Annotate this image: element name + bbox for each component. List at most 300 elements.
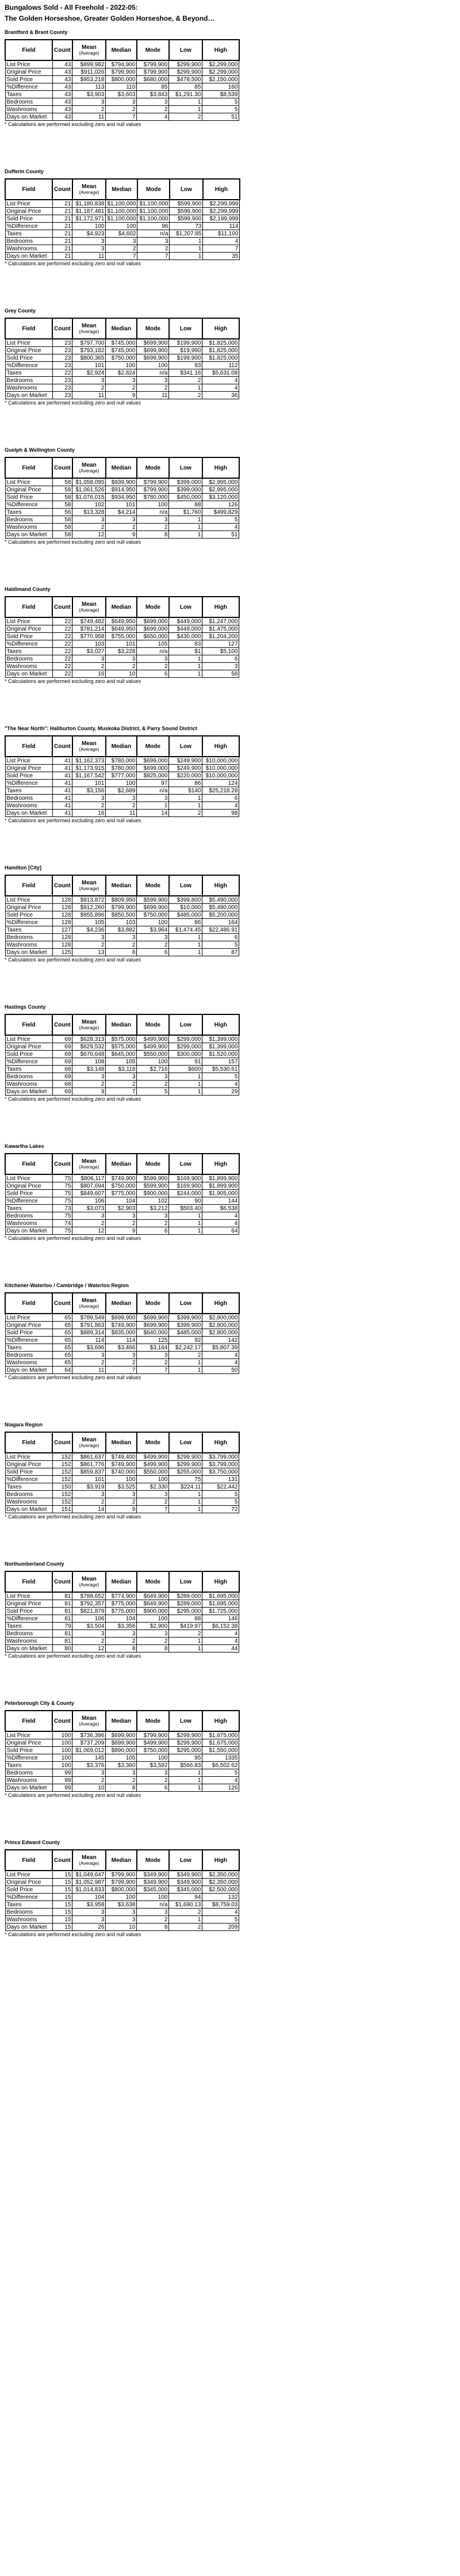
header-mode: [137, 1432, 169, 1453]
table-row: [5, 1367, 239, 1374]
value-cell: $485,000: [169, 1329, 202, 1337]
value-cell: $699,900: [106, 1739, 137, 1747]
value-cell: 8: [137, 1924, 169, 1931]
value-cell: $5,490,000: [202, 904, 239, 911]
header-mode: [137, 1014, 169, 1035]
value-cell: 15: [52, 1879, 72, 1886]
value-cell: 86: [169, 780, 202, 787]
value-cell: $1,100,000: [106, 200, 137, 208]
table-row: [5, 377, 239, 384]
field-name-cell: List Price: [5, 1035, 52, 1043]
section-title: Niagara Region: [5, 1422, 43, 1428]
field-name-cell: Bedrooms: [5, 795, 52, 802]
field-name-cell: List Price: [5, 1871, 52, 1879]
value-cell: 101: [106, 501, 137, 509]
value-cell: $1: [169, 648, 202, 655]
value-cell: $299,900: [169, 60, 202, 68]
value-cell: 105: [106, 1754, 137, 1762]
value-cell: $794,900: [106, 60, 137, 68]
header-median: [106, 1711, 137, 1731]
value-cell: $4,602: [106, 230, 137, 238]
field-name-cell: %Difference: [5, 1337, 52, 1344]
field-name-cell: Taxes: [5, 509, 52, 516]
value-cell: 3: [72, 1909, 106, 1916]
value-cell: $22,442: [202, 1483, 239, 1491]
field-name-cell: Taxes: [5, 787, 52, 795]
header-median: [106, 597, 137, 617]
value-cell: 1: [137, 802, 169, 810]
value-cell: $650,000: [137, 633, 169, 640]
section-title: Northumberland County: [5, 1561, 64, 1567]
value-cell: $566.83: [169, 1762, 202, 1769]
value-cell: $649,950: [106, 617, 137, 625]
value-cell: $349,900: [137, 1879, 169, 1886]
stats-table: [5, 318, 240, 399]
value-cell: 100: [72, 223, 106, 230]
table-row: [5, 1227, 239, 1235]
header-mode: [137, 736, 169, 757]
value-cell: $499,900: [137, 1043, 169, 1051]
region-section: [5, 1699, 455, 1838]
header-count-label: Count: [54, 1300, 71, 1307]
value-cell: 41: [52, 810, 72, 817]
value-cell: 95: [169, 1754, 202, 1762]
section-title: Grey County: [5, 308, 36, 314]
value-cell: $699,900: [106, 1314, 137, 1322]
value-cell: 152: [52, 1461, 72, 1468]
value-cell: $1,058,095: [72, 478, 106, 486]
region-section: [5, 1281, 455, 1421]
header-high: [202, 1293, 239, 1314]
field-name-cell: List Price: [5, 896, 52, 904]
header-high-label: High: [214, 1161, 227, 1167]
header-field: [5, 318, 52, 339]
field-name-cell: Sold Price: [5, 1886, 52, 1894]
header-count-label: Count: [54, 186, 71, 193]
value-cell: 8: [106, 1645, 137, 1653]
header-field-label: Field: [22, 186, 36, 193]
field-name-cell: Taxes: [5, 1623, 52, 1630]
footnote: * Calculations are performed excluding zero and null values: [5, 957, 141, 963]
value-cell: 2: [106, 1359, 137, 1367]
region-section: [5, 1421, 455, 1560]
table-row: [5, 1871, 239, 1879]
value-cell: 100: [52, 1747, 72, 1754]
table-row: [5, 384, 239, 392]
field-name-cell: %Difference: [5, 780, 52, 787]
header-count-label: Count: [54, 1021, 71, 1028]
value-cell: n/a: [137, 369, 169, 377]
value-cell: $224.11: [169, 1483, 202, 1491]
value-cell: $800,000: [106, 1886, 137, 1894]
table-row: [5, 1220, 239, 1227]
value-cell: $599,900: [170, 208, 203, 215]
value-cell: 2: [72, 1498, 106, 1506]
header-row: [5, 597, 239, 617]
value-cell: $2,299,999: [203, 200, 240, 208]
header-mean-sublabel: (Average): [79, 1582, 99, 1587]
field-name-cell: Bedrooms: [5, 655, 52, 663]
value-cell: $680,000: [137, 76, 169, 83]
value-cell: 1: [169, 1073, 202, 1081]
stats-table: [5, 1710, 240, 1792]
header-mean: [72, 1711, 106, 1731]
field-name-cell: Taxes: [5, 369, 52, 377]
table-row: [5, 1762, 239, 1769]
value-cell: 2: [106, 106, 137, 113]
value-cell: $749,400: [106, 1453, 137, 1461]
value-cell: $10,000,000: [202, 765, 239, 772]
header-median: [106, 1154, 137, 1174]
value-cell: 4: [202, 1220, 239, 1227]
field-name-cell: Washrooms: [5, 106, 52, 113]
stats-table: [5, 1432, 240, 1513]
value-cell: 3: [137, 377, 169, 384]
value-cell: $792,357: [72, 1600, 106, 1608]
value-cell: 3: [106, 795, 137, 802]
value-cell: 1: [169, 1916, 202, 1924]
value-cell: 3: [137, 1491, 169, 1498]
header-row: [5, 40, 239, 60]
section-title: Haldimand County: [5, 586, 51, 592]
field-name-cell: %Difference: [5, 1476, 52, 1483]
field-name-cell: Days on Market: [5, 949, 52, 956]
value-cell: 5: [137, 1088, 169, 1096]
header-low: [169, 1850, 202, 1871]
value-cell: 23: [52, 347, 72, 354]
value-cell: 23: [52, 362, 72, 369]
value-cell: $300,000: [169, 1051, 202, 1058]
header-row: [5, 1850, 239, 1871]
value-cell: 3: [106, 377, 137, 384]
value-cell: 113: [72, 83, 106, 91]
field-name-cell: Sold Price: [5, 215, 52, 223]
value-cell: 152: [52, 1491, 72, 1498]
value-cell: 3: [137, 1630, 169, 1638]
table-row: [5, 1058, 239, 1066]
value-cell: $1,069,012: [72, 1747, 106, 1754]
header-high: [202, 597, 239, 617]
header-mean-label: Mean: [82, 1297, 97, 1304]
value-cell: 21: [52, 245, 72, 253]
value-cell: $780,000: [106, 765, 137, 772]
value-cell: 23: [52, 384, 72, 392]
value-cell: 15: [52, 1924, 72, 1931]
field-name-cell: Original Price: [5, 1182, 52, 1190]
field-name-cell: List Price: [5, 617, 52, 625]
header-high: [202, 736, 239, 757]
value-cell: 43: [52, 76, 72, 83]
value-cell: 1: [169, 663, 202, 670]
value-cell: $449,000: [169, 625, 202, 633]
header-median-label: Median: [111, 1718, 132, 1724]
value-cell: 4: [203, 238, 240, 245]
value-cell: $799,900: [137, 478, 169, 486]
table-row: [5, 1506, 239, 1513]
value-cell: $3,750,000: [202, 1468, 239, 1476]
value-cell: 100: [137, 1058, 169, 1066]
table-row: [5, 1638, 239, 1645]
value-cell: 50: [202, 1367, 239, 1374]
value-cell: 6: [202, 655, 239, 663]
value-cell: 5: [202, 1498, 239, 1506]
value-cell: 3: [72, 1491, 106, 1498]
value-cell: 4: [202, 1638, 239, 1645]
table-row: [5, 1476, 239, 1483]
value-cell: $750,000: [106, 354, 137, 362]
header-mean-label: Mean: [82, 1158, 97, 1165]
table-row: [5, 1608, 239, 1615]
header-mean-label: Mean: [82, 1854, 97, 1861]
field-name-cell: Days on Market: [5, 1367, 52, 1374]
value-cell: 58: [52, 501, 72, 509]
field-name-cell: Bedrooms: [5, 1630, 52, 1638]
value-cell: n/a: [137, 509, 169, 516]
value-cell: $1,399,000: [202, 1035, 239, 1043]
value-cell: $3,148: [72, 1066, 106, 1073]
header-row: [5, 1014, 239, 1035]
value-cell: 4: [202, 1359, 239, 1367]
value-cell: $789,549: [72, 1314, 106, 1322]
field-name-cell: Original Price: [5, 904, 52, 911]
value-cell: 75: [52, 1190, 72, 1197]
value-cell: 98: [202, 810, 239, 817]
value-cell: 5: [202, 1769, 239, 1777]
field-name-cell: Bedrooms: [5, 1769, 52, 1777]
field-name-cell: Bedrooms: [5, 516, 52, 524]
value-cell: $199,900: [169, 354, 202, 362]
value-cell: 22: [52, 663, 72, 670]
value-cell: 11: [106, 810, 137, 817]
value-cell: 106: [72, 1197, 106, 1205]
value-cell: 8: [106, 949, 137, 956]
value-cell: $799,900: [137, 486, 169, 494]
value-cell: $2,824: [106, 369, 137, 377]
table-row: [5, 1916, 239, 1924]
stats-table: [5, 457, 240, 539]
value-cell: 58: [52, 478, 72, 486]
value-cell: 14: [137, 810, 169, 817]
value-cell: $600: [169, 1066, 202, 1073]
field-name-cell: Original Price: [5, 765, 52, 772]
value-cell: $3,919: [72, 1483, 106, 1491]
header-field: [5, 40, 52, 60]
value-cell: 4: [202, 1081, 239, 1088]
value-cell: 100: [137, 1894, 169, 1901]
value-cell: 93: [169, 362, 202, 369]
table-row: [5, 68, 239, 76]
stats-table: [5, 596, 240, 678]
header-low: [169, 736, 202, 757]
header-high-label: High: [214, 47, 227, 54]
value-cell: 2: [169, 377, 202, 384]
value-cell: $430,000: [169, 633, 202, 640]
header-row: [5, 318, 239, 339]
value-cell: 2: [137, 1081, 169, 1088]
value-cell: 100: [137, 1754, 169, 1762]
value-cell: 128: [52, 934, 72, 941]
report-subtitle: The Golden Horseshoe, Greater Golden Horseshoe, & Beyond…: [5, 14, 215, 22]
header-mean: [72, 179, 106, 200]
header-mode: [137, 40, 169, 60]
table-row: [5, 83, 239, 91]
header-high: [202, 40, 239, 60]
value-cell: $825,000: [137, 772, 169, 780]
table-row: [5, 1754, 239, 1762]
section-title: Hastings County: [5, 1004, 46, 1010]
header-mean-sublabel: (Average): [79, 468, 99, 474]
value-cell: $699,900: [106, 1731, 137, 1739]
value-cell: 43: [52, 91, 72, 98]
value-cell: 1: [169, 516, 202, 524]
table-row: [5, 1197, 239, 1205]
header-mean-sublabel: (Average): [79, 1304, 99, 1309]
value-cell: 23: [52, 339, 72, 347]
value-cell: 15: [52, 1886, 72, 1894]
header-high-label: High: [214, 464, 227, 471]
header-field-label: Field: [22, 1718, 36, 1724]
field-name-cell: Original Price: [5, 208, 52, 215]
stats-table: [5, 1153, 240, 1235]
header-high: [202, 1571, 239, 1592]
table-row: [5, 1894, 239, 1901]
region-section: [5, 1838, 455, 1978]
value-cell: 12: [72, 1227, 106, 1235]
value-cell: n/a: [137, 230, 170, 238]
value-cell: $1,076,015: [72, 494, 106, 501]
table-row: [5, 392, 239, 399]
footnote: * Calculations are performed excluding zero and null values: [5, 400, 141, 406]
value-cell: 2: [137, 1916, 169, 1924]
value-cell: 128: [52, 919, 72, 926]
value-cell: 12: [72, 531, 106, 539]
header-mean-sublabel: (Average): [79, 1165, 99, 1170]
header-low: [169, 1711, 202, 1731]
header-high-label: High: [214, 604, 227, 610]
value-cell: $575,000: [106, 1035, 137, 1043]
field-name-cell: Sold Price: [5, 1747, 52, 1754]
value-cell: 4: [137, 113, 169, 121]
value-cell: 1: [169, 1645, 202, 1653]
table-row: [5, 640, 239, 648]
value-cell: $649,900: [137, 1592, 169, 1600]
value-cell: 2: [169, 810, 202, 817]
header-high: [202, 318, 239, 339]
value-cell: 3: [106, 516, 137, 524]
table-row: [5, 1483, 239, 1491]
header-mean-sublabel: (Average): [79, 1443, 99, 1448]
table-row: [5, 1190, 239, 1197]
value-cell: 128: [52, 896, 72, 904]
value-cell: 43: [52, 60, 72, 68]
value-cell: 5: [202, 98, 239, 106]
header-field-label: Field: [22, 882, 36, 889]
value-cell: 80: [52, 1645, 72, 1653]
header-median: [106, 1432, 137, 1453]
value-cell: 1: [169, 531, 202, 539]
header-count-label: Count: [54, 882, 71, 889]
value-cell: $4,214: [106, 509, 137, 516]
header-mean: [72, 1293, 106, 1314]
table-row: [5, 223, 240, 230]
field-name-cell: List Price: [5, 339, 52, 347]
header-mean-label: Mean: [82, 880, 97, 886]
value-cell: $649,900: [137, 1600, 169, 1608]
region-section: [5, 864, 455, 1003]
field-name-cell: Original Price: [5, 1461, 52, 1468]
header-row: [5, 1293, 239, 1314]
value-cell: 22: [52, 369, 72, 377]
header-mean-label: Mean: [82, 1437, 97, 1443]
value-cell: 81: [52, 1608, 72, 1615]
table-row: [5, 1879, 239, 1886]
value-cell: 127: [52, 926, 72, 934]
table-row: [5, 896, 239, 904]
table-row: [5, 76, 239, 83]
value-cell: 4: [202, 1777, 239, 1784]
value-cell: $11,100: [203, 230, 240, 238]
field-name-cell: Original Price: [5, 1043, 52, 1051]
header-mode: [137, 1711, 169, 1731]
value-cell: 10: [72, 1784, 106, 1792]
table-row: [5, 670, 239, 678]
value-cell: 23: [52, 392, 72, 399]
value-cell: 146: [202, 1615, 239, 1623]
value-cell: 65: [52, 1337, 72, 1344]
value-cell: 127: [202, 640, 239, 648]
value-cell: 2: [72, 941, 106, 949]
value-cell: 90: [169, 1197, 202, 1205]
value-cell: 1: [169, 1506, 202, 1513]
value-cell: $349,900: [169, 1879, 202, 1886]
value-cell: 100: [106, 1476, 137, 1483]
value-cell: $499,900: [137, 1453, 169, 1461]
value-cell: 100: [137, 919, 169, 926]
value-cell: $749,900: [106, 1322, 137, 1329]
region-section: [5, 1142, 455, 1281]
field-name-cell: Sold Price: [5, 1190, 52, 1197]
value-cell: $749,900: [106, 1174, 137, 1182]
value-cell: $749,900: [106, 1461, 137, 1468]
value-cell: 2: [106, 663, 137, 670]
value-cell: 69: [52, 1051, 72, 1058]
field-name-cell: %Difference: [5, 362, 52, 369]
value-cell: $1,100,000: [137, 208, 170, 215]
value-cell: $1,173,915: [72, 765, 106, 772]
table-row: [5, 1066, 239, 1073]
header-field: [5, 1154, 52, 1174]
value-cell: $699,900: [137, 1322, 169, 1329]
value-cell: 58: [52, 524, 72, 531]
value-cell: $799,900: [137, 1731, 169, 1739]
header-field-label: Field: [22, 604, 36, 610]
header-low: [169, 457, 202, 478]
header-low-label: Low: [179, 1439, 191, 1446]
value-cell: 100: [52, 1731, 72, 1739]
value-cell: 9: [72, 1088, 106, 1096]
value-cell: $3,027: [72, 648, 106, 655]
value-cell: $911,026: [72, 68, 106, 76]
value-cell: 103: [106, 919, 137, 926]
value-cell: 2: [106, 1638, 137, 1645]
header-count: [52, 40, 72, 60]
field-name-cell: %Difference: [5, 501, 52, 509]
header-count: [52, 1432, 72, 1453]
field-name-cell: List Price: [5, 1453, 52, 1461]
value-cell: $5,530.61: [202, 1066, 239, 1073]
value-cell: 4: [202, 802, 239, 810]
field-name-cell: Sold Price: [5, 354, 52, 362]
